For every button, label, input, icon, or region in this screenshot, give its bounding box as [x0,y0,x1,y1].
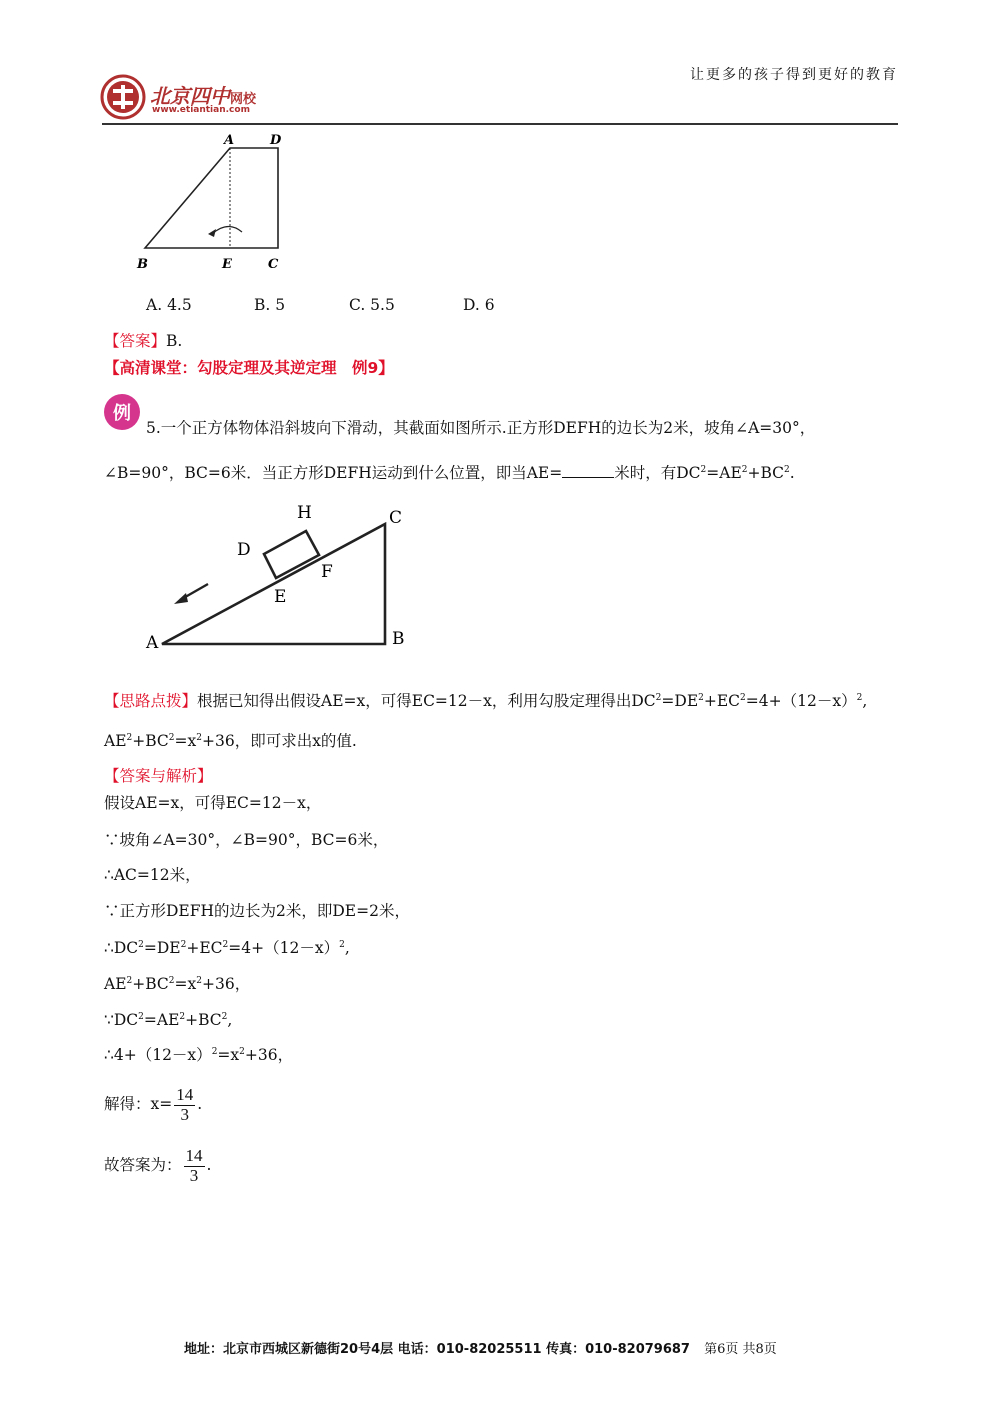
fig2-label-h: H [297,503,312,523]
example-badge-text: 例 [113,403,131,424]
lesson-tag: 【高清课堂：勾股定理及其逆定理 例9】 [104,359,394,377]
footer [184,1338,777,1357]
fig1-label-b: B [137,257,148,272]
option-b: B. 5 [254,296,286,314]
solution-line-2: ∵坡角∠A=30°，∠B=90°，BC=6米， [104,831,389,849]
answer-blank[interactable] [562,465,614,478]
solution-line-6: $AE^2+BC^2=x^2+36$， [104,975,251,993]
solution-line-1: 假设AE=x，可得EC=12－x， [104,794,322,812]
fig2-label-a: A [146,633,159,653]
fig2-label-c: C [389,508,403,528]
fig2-label-f: F [321,562,333,582]
fraction-14-over-3: $\frac{14}{3}$ [176,1084,194,1124]
solution-line-10: 故答案为： $\frac{14}{3}$ . [104,1145,212,1185]
option-c: C. 5.5 [349,296,395,314]
hint-tag: 【思路点拨】 [104,692,198,710]
fig2-label-d: D [237,540,251,560]
answer-line: 【答案】B. [104,332,183,350]
hint-line-1: 【思路点拨】根据已知得出假设AE=x，可得EC=12－x，利用勾股定理得出$DC^2=DE^2+EC^2=4+(12-x)^2$, [104,692,868,710]
solution-tag: 【答案与解析】 [104,767,213,785]
solution-line-9: 解得：x= $\frac{14}{3}$ . [104,1084,203,1124]
footer-address: 地址：北京市西城区新德街20号4层 电话：010-82025511 传真：010-82079687 [184,1342,690,1357]
fraction-14-over-3-final: $\frac{14}{3}$ [185,1145,203,1185]
logo-url: www.etiantian.com [152,105,250,115]
solution-line-5: $\therefore DC^2=DE^2+EC^2=4+(12-x)^2$, [104,939,350,957]
solution-line-7: $\because DC^2=AE^2+BC^2$, [104,1011,233,1029]
school-logo-icon [100,74,146,120]
header [100,58,898,126]
solution-line-4: ∵正方形DEFH的边长为2米，即DE=2米， [104,902,410,920]
fig1-label-d: D [270,133,282,148]
fig1-label-e: E [222,257,232,272]
figure-slope [140,496,430,658]
solution-line-3: ∴AC=12米， [104,866,201,884]
problem-line-1: 5.一个正方体物体沿斜坡向下滑动，其截面如图所示.正方形DEFH的边长为2米，坡角∠A=30°， [146,419,816,437]
footer-page: 第6页 共8页 [704,1342,777,1357]
solution-line-8: $\therefore 4+(12-x)^2=x^2+36$， [104,1046,294,1064]
fig1-label-a: A [224,133,235,148]
option-d: D. 6 [463,296,495,314]
fig2-label-b: B [392,629,405,649]
hint-line-2: $AE^2+BC^2=x^2+36$，即可求出x的值. [104,732,357,750]
figure-trapezoid [128,128,298,278]
fig2-label-e: E [274,587,287,607]
option-a: A. 4.5 [146,296,192,314]
fig1-label-c: C [268,257,279,272]
logo-name: 北京四中网校 [150,84,257,108]
problem-line-2: ∠B=90°，BC=6米．当正方形DEFH运动到什么位置，即当AE= 米时，有$DC^2=AE^2+BC^2$. [104,464,795,482]
header-rule [102,123,898,125]
answer-tag: 【答案】 [104,332,167,350]
slogan: 让更多的孩子得到更好的教育 [690,67,898,83]
